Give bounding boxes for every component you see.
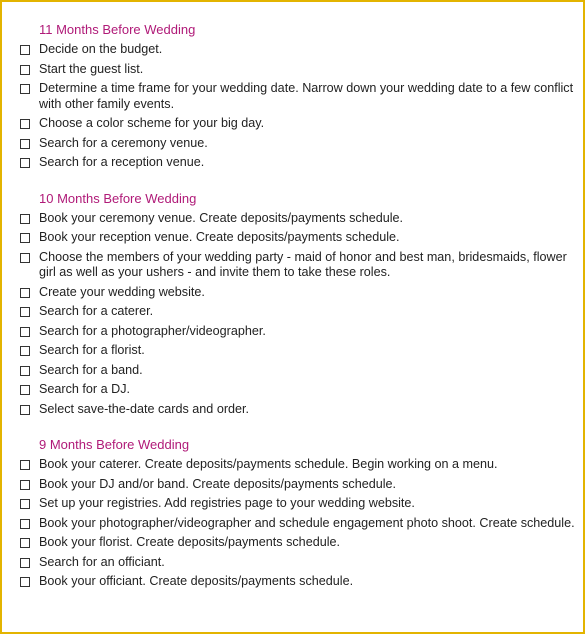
checklist-item-text: Start the guest list. bbox=[39, 61, 144, 76]
checkbox[interactable] bbox=[20, 119, 30, 129]
section-11-months bbox=[20, 22, 576, 171]
checklist-item bbox=[20, 285, 576, 301]
section-9-months bbox=[20, 437, 576, 590]
checklist-item-text: Book your florist. Create deposits/payments schedule. bbox=[39, 535, 341, 549]
checklist-item bbox=[20, 496, 576, 512]
checklist-item-text: Set up your registries. Add registries page to your wedding website. bbox=[39, 496, 415, 510]
checklist-item bbox=[20, 535, 576, 551]
checklist-item-text: Search for a band. bbox=[39, 362, 143, 377]
checklist-item-text: Search for a florist. bbox=[39, 343, 145, 357]
checklist-item-text: Book your officiant. Create deposits/payments schedule. bbox=[39, 574, 354, 588]
checklist-item bbox=[20, 324, 576, 340]
checkbox[interactable] bbox=[20, 288, 30, 298]
checklist-item-text: Book your photographer/videographer and schedule engagement photo shoot. Create schedule. bbox=[39, 515, 575, 530]
checkbox[interactable] bbox=[20, 139, 30, 149]
checklist-item-text: Book your reception venue. Create deposits/payments schedule. bbox=[39, 230, 400, 244]
section-title: 11 Months Before Wedding bbox=[39, 22, 196, 37]
checklist-item bbox=[20, 457, 576, 473]
checklist-item bbox=[20, 382, 576, 398]
checklist-item bbox=[20, 363, 576, 379]
checklist-item bbox=[20, 136, 576, 152]
checkbox[interactable] bbox=[20, 499, 30, 509]
checkbox[interactable] bbox=[20, 65, 30, 75]
checkbox[interactable] bbox=[20, 519, 30, 529]
section-title: 9 Months Before Wedding bbox=[39, 437, 190, 452]
checkbox[interactable] bbox=[20, 480, 30, 490]
checklist-item-text: Choose a color scheme for your big day. bbox=[39, 116, 265, 130]
checkbox[interactable] bbox=[20, 366, 30, 376]
checkbox[interactable] bbox=[20, 577, 30, 587]
checkbox[interactable] bbox=[20, 405, 30, 415]
checklist-item bbox=[20, 250, 576, 281]
checklist-item bbox=[20, 477, 576, 493]
checkbox[interactable] bbox=[20, 558, 30, 568]
checklist-item-text: Choose the members of your wedding party - maid of honor and best man, bridesmaids, flower girl as well as your ushers - and invite them to take these roles. bbox=[39, 249, 567, 279]
checklist-item bbox=[20, 81, 576, 112]
section-title: 10 Months Before Wedding bbox=[39, 190, 197, 206]
checklist-item-text: Book your DJ and/or band. Create deposits/payments schedule. bbox=[39, 476, 397, 491]
checkbox[interactable] bbox=[20, 84, 30, 94]
checklist-item bbox=[20, 155, 576, 171]
checklist-item bbox=[20, 230, 576, 246]
checklist-item bbox=[20, 62, 576, 78]
checklist-item bbox=[20, 574, 576, 590]
checkbox[interactable] bbox=[20, 233, 30, 243]
checklist-item-text: Search for a caterer. bbox=[39, 304, 154, 318]
checklist-item bbox=[20, 343, 576, 359]
checklist bbox=[20, 22, 576, 610]
checklist-item bbox=[20, 116, 576, 132]
checklist-item bbox=[20, 42, 576, 58]
checklist-item-text: Book your ceremony venue. Create deposits/payments schedule. bbox=[39, 210, 404, 225]
checklist-item bbox=[20, 402, 576, 418]
checkbox[interactable] bbox=[20, 45, 30, 55]
checklist-items bbox=[20, 457, 576, 590]
checkbox[interactable] bbox=[20, 538, 30, 548]
checklist-item-text: Create your wedding website. bbox=[39, 284, 205, 299]
checkbox[interactable] bbox=[20, 214, 30, 224]
checkbox[interactable] bbox=[20, 385, 30, 395]
checkbox[interactable] bbox=[20, 158, 30, 168]
checklist-items bbox=[20, 211, 576, 418]
checklist-item-text: Book your caterer. Create deposits/payments schedule. Begin working on a menu. bbox=[39, 457, 498, 471]
checkbox[interactable] bbox=[20, 253, 30, 263]
checklist-items bbox=[20, 42, 576, 171]
checklist-item-text: Search for a DJ. bbox=[39, 382, 130, 396]
checkbox[interactable] bbox=[20, 460, 30, 470]
checklist-item-text: Determine a time frame for your wedding date. Narrow down your wedding date to a few conflict with other family events. bbox=[39, 81, 574, 111]
checklist-item bbox=[20, 516, 576, 532]
checklist-item bbox=[20, 555, 576, 571]
checkbox[interactable] bbox=[20, 346, 30, 356]
checklist-item bbox=[20, 304, 576, 320]
checklist-item-text: Select save-the-date cards and order. bbox=[39, 401, 250, 416]
checklist-item-text: Search for an officiant. bbox=[39, 554, 165, 569]
section-10-months bbox=[20, 191, 576, 418]
checklist-item-text: Decide on the budget. bbox=[39, 42, 163, 56]
checkbox[interactable] bbox=[20, 327, 30, 337]
checklist-item-text: Search for a photographer/videographer. bbox=[39, 323, 266, 338]
checklist-item-text: Search for a reception venue. bbox=[39, 155, 205, 169]
checklist-item bbox=[20, 211, 576, 227]
checklist-item-text: Search for a ceremony venue. bbox=[39, 135, 208, 150]
checkbox[interactable] bbox=[20, 307, 30, 317]
